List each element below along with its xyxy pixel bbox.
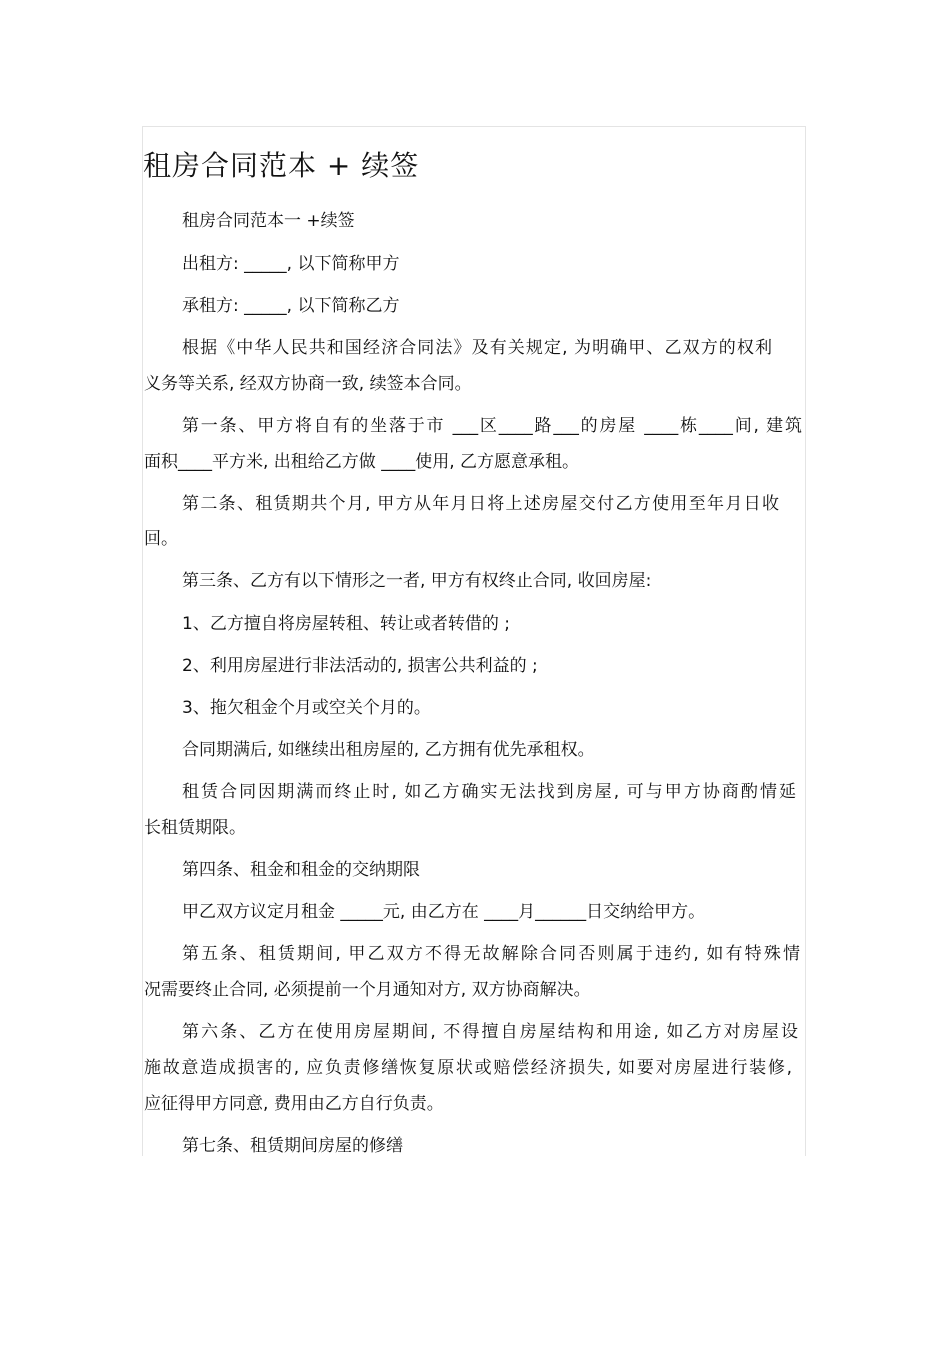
article-4-rent-line: 甲乙双方议定月租金 _____元, 由乙方在 ____月______日交纳给甲方。 [182,902,706,922]
extension-line-2: 长租赁期限。 [144,818,246,838]
article-2-line-2: 回。 [144,529,178,549]
document-subtitle: 租房合同范本一 +续签 [182,211,355,231]
article-3-item-3: 3、拖欠租金个月或空关个月的。 [182,698,431,718]
extension-line-1: 租赁合同因期满而终止时, 如乙方确实无法找到房屋, 可与甲方协商酌情延 [182,782,796,802]
intro-paragraph-line-2: 义务等关系, 经双方协商一致, 续签本合同。 [144,374,472,394]
article-1-line-2: 面积____平方米, 出租给乙方做 ____使用, 乙方愿意承租。 [144,452,580,472]
article-5-line-2: 况需要终止合同, 必须提前一个月通知对方, 双方协商解决。 [144,980,591,1000]
lessor-line: 出租方: _____, 以下简称甲方 [182,254,400,274]
article-3-item-2: 2、利用房屋进行非法活动的, 损害公共利益的 ; [182,656,538,676]
article-6-line-1: 第六条、乙方在使用房屋期间, 不得擅自房屋结构和用途, 如乙方对房屋设 [182,1022,798,1042]
article-2-line-1: 第二条、租赁期共个月, 甲方从年月日将上述房屋交付乙方使用至年月日收 [182,494,779,514]
article-1-line-1: 第一条、甲方将自有的坐落于市 ___区____路___的房屋 ____栋____间, 建筑 [182,416,802,436]
document-title: 租房合同范本 + 续签 [143,149,420,182]
article-7-heading: 第七条、租赁期间房屋的修缮 [182,1136,403,1156]
article-4-heading: 第四条、租金和租金的交纳期限 [182,860,420,880]
article-5-line-1: 第五条、租赁期间, 甲乙双方不得无故解除合同否则属于违约, 如有特殊情 [182,944,800,964]
lessee-line: 承租方: _____, 以下简称乙方 [182,296,400,316]
intro-paragraph-line-1: 根据《中华人民共和国经济合同法》及有关规定, 为明确甲、乙双方的权利 [182,338,772,358]
article-3-item-1: 1、乙方擅自将房屋转租、转让或者转借的 ; [182,614,510,634]
article-6-line-2: 施故意造成损害的, 应负责修缮恢复原状或赔偿经济损失, 如要对房屋进行装修, [144,1058,792,1078]
renewal-priority-line: 合同期满后, 如继续出租房屋的, 乙方拥有优先承租权。 [182,740,595,760]
article-6-line-3: 应征得甲方同意, 费用由乙方自行负责。 [144,1094,444,1114]
article-3-line: 第三条、乙方有以下情形之一者, 甲方有权终止合同, 收回房屋: [182,571,652,591]
